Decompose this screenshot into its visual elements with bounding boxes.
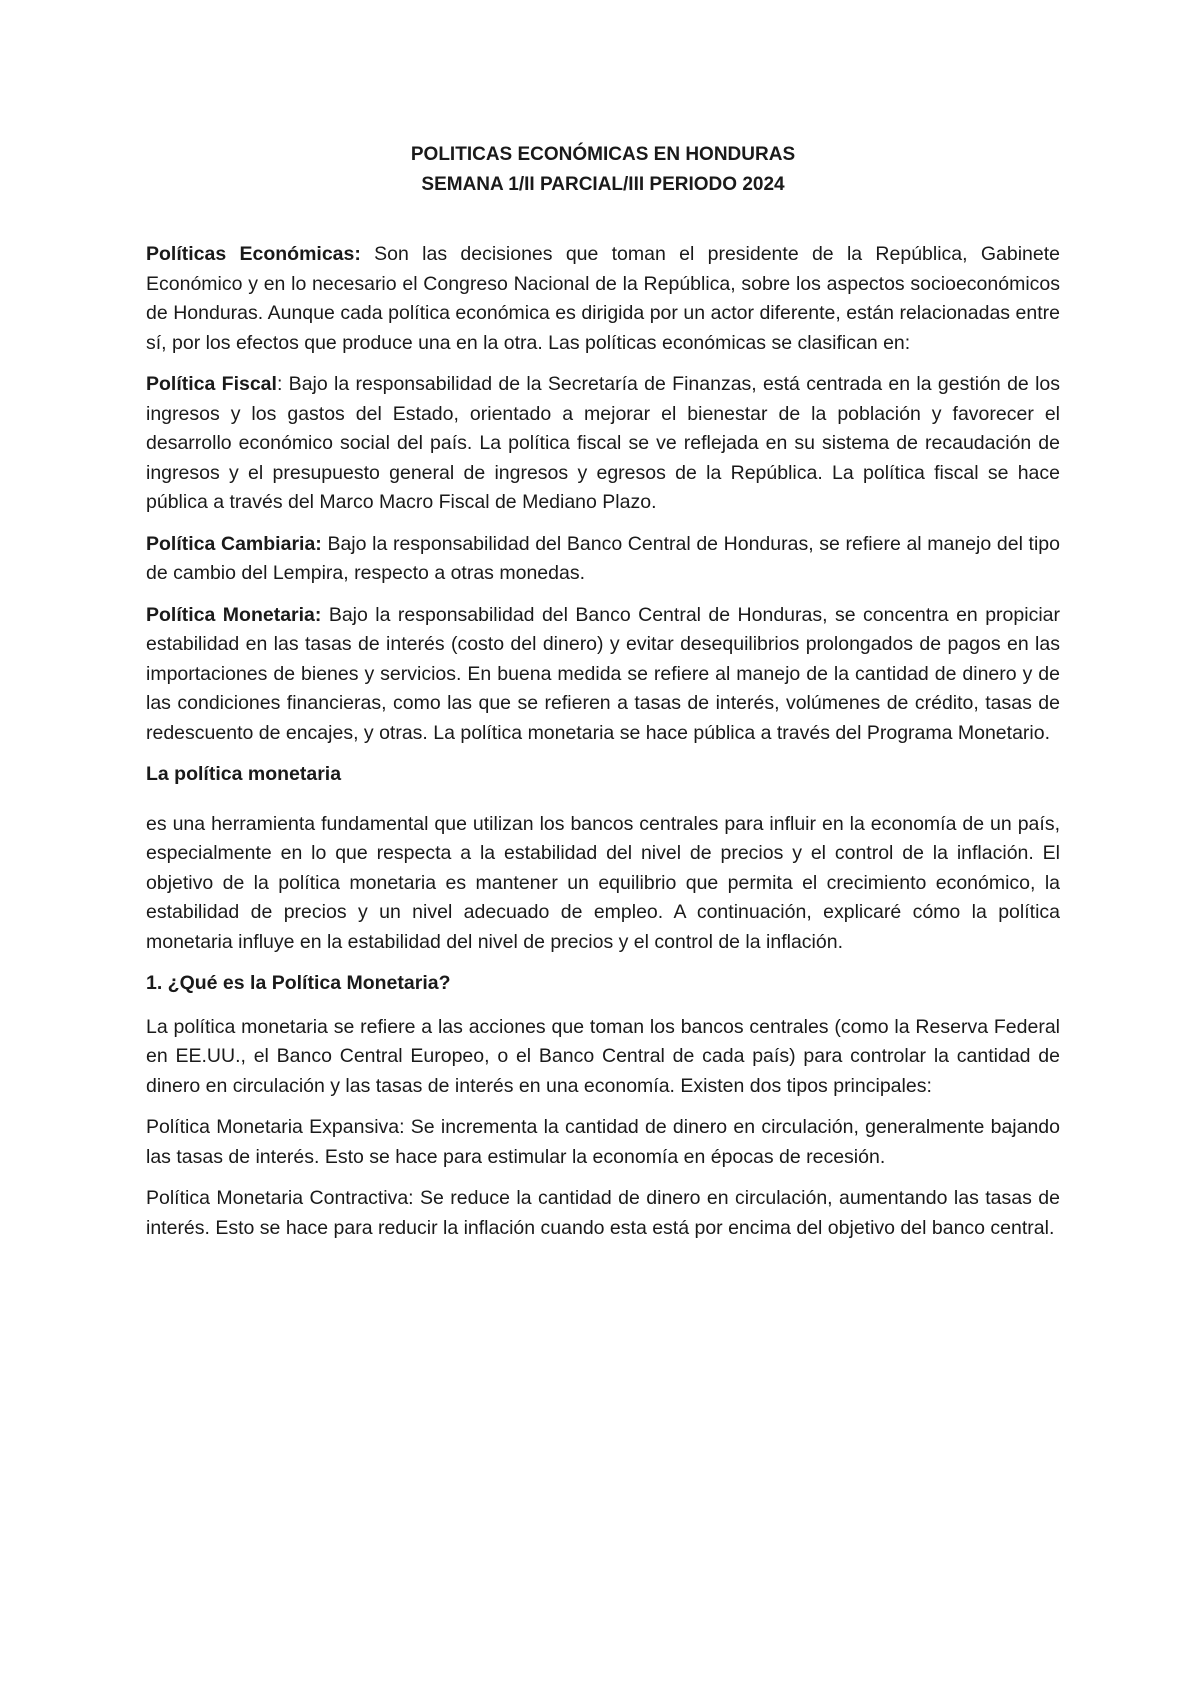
document-title-block — [146, 140, 1060, 200]
paragraph-la-politica-monetaria: es una herramienta fundamental que utilizan los bancos centrales para influir en la economía de un país, especialmente en lo que respecta a la estabilidad del nivel de precios y el control de la inflación. El objetivo de la política monetaria es mantener un equilibrio que permita el crecimiento económico, la estabilidad de precios y un nivel adecuado de empleo. A continuación, explicaré cómo la política monetaria influye en la estabilidad del nivel de precios y el control de la inflación. — [146, 812, 1060, 953]
text-politica-cambiaria: Bajo la responsabilidad del Banco Central de Honduras, se refiere al manejo del tipo de cambio del Lempira, respecto a otras monedas. — [146, 532, 1060, 584]
term-politicas-economicas: Políticas Económicas: — [146, 243, 361, 265]
heading-la-politica-monetaria: La política monetaria — [146, 763, 342, 785]
document-subtitle: SEMANA 1/II PARCIAL/III PERIODO 2024 — [421, 174, 785, 195]
term-politica-monetaria: Política Monetaria: — [146, 603, 322, 626]
paragraph-expansiva: Política Monetaria Expansiva: Se incrementa la cantidad de dinero en circulación, generalmente bajando las tasas de interés. Esto se hace para estimular la economía en épocas de recesión. — [146, 1116, 1060, 1168]
term-politica-cambiaria: Política Cambiaria: — [146, 532, 322, 555]
paragraph-contractiva: Política Monetaria Contractiva: Se reduce la cantidad de dinero en circulación, aumentando las tasas de interés. Esto se hace para reducir la inflación cuando esta está por encima del objetivo del banco central. — [146, 1187, 1060, 1239]
document-title: POLITICAS ECONÓMICAS EN HONDURAS — [410, 144, 796, 165]
paragraph-politicas-economicas — [146, 240, 1060, 358]
text-politicas-economicas: Son las decisiones que toman el presidente de la República, Gabinete Económico y en lo necesario el Congreso Nacional de la República, sobre los aspectos socioeconómicos de Honduras. Aunque cada política económica es dirigida por un actor diferente, están relacionadas entre sí, por los efectos que produce una en la otra. Las políticas económicas se clasifican en: — [146, 243, 1060, 354]
text-politica-fiscal: : Bajo la responsabilidad de la Secretaría de Finanzas, está centrada en la gestión de los ingresos y los gastos del Estado, orientado a mejorar el bienestar de la población y favorecer el desarrollo económico social del país. La política fiscal se ve reflejada en su sistema de recaudación de ingresos y el presupuesto general de ingresos y egresos de la República. La política fiscal se hace pública a través del Marco Macro Fiscal de Mediano Plazo. — [146, 373, 1060, 513]
term-politica-fiscal: Política Fiscal — [146, 373, 277, 395]
paragraph-politica-monetaria — [146, 601, 1060, 749]
paragraph-politica-cambiaria — [146, 530, 1060, 589]
paragraph-que-es: La política monetaria se refiere a las acciones que toman los bancos centrales (como la Reserva Federal en EE.UU., el Banco Central Europeo, o el Banco Central de cada país) para controlar la cantidad de dinero en circulación y las tasas de interés en una economía. Existen dos tipos principales: — [146, 1015, 1060, 1097]
heading-que-es-politica-monetaria: 1. ¿Qué es la Política Monetaria? — [146, 972, 451, 994]
text-politica-monetaria: Bajo la responsabilidad del Banco Central de Honduras, se concentra en propiciar estabilidad en las tasas de interés (costo del dinero) y evitar desequilibrios prolongados de pagos en las importaciones de bienes y servicios. En buena medida se refiere al manejo de la cantidad de dinero y de las condiciones financieras, como las que se refieren a tasas de interés, volúmenes de crédito, tasas de redescuento de encajes, y otras. La política monetaria se hace pública a través del Programa Monetario. — [146, 603, 1060, 744]
document-page — [146, 140, 1060, 1255]
paragraph-politica-fiscal — [146, 370, 1060, 518]
